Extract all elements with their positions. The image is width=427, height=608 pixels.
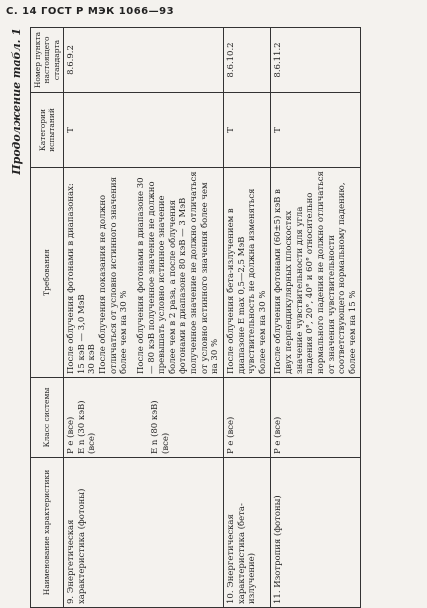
row-class: P e (все)	[271, 378, 361, 458]
class-line: E n (30 кэВ) (все)	[76, 400, 98, 454]
row-name: 11. Изотропия (фотоны)	[271, 458, 361, 608]
rotated-table-area	[10, 28, 415, 608]
row-category: Т	[223, 93, 271, 168]
table-row	[64, 28, 224, 608]
col-header-clause: Номер пункта настоящего стандарта	[31, 28, 64, 93]
row-clause: 8.6.10.2	[223, 28, 271, 93]
class-line: P e (все)	[66, 416, 77, 454]
row-category: Т	[64, 93, 224, 168]
row-class: P e (все)	[223, 378, 271, 458]
req-line: После облучения фотонами в диапазоне 30 — 80 кэВ полученное значение не должно превышать условно истинное значение более чем в 2 раза, а после облучения фотонами в диапазоне 80 кэВ — 3 МэВ полученное значение не должно отличаться от условно истинного значения более чем на 30 %	[135, 171, 221, 374]
row-class	[64, 378, 224, 458]
req-line: После облучения фотонами в диапазонах:	[66, 183, 77, 374]
req-line: После облучения показания не должно отличаться от условно истинного значения более чем на 30 %	[98, 176, 130, 374]
row-clause: 8.6.9.2	[64, 28, 224, 93]
col-header-name: Наименование характеристики	[31, 458, 64, 608]
table-row	[223, 28, 271, 608]
class-line: E n (80 кэВ) (все)	[150, 400, 171, 454]
table-caption: Продолжение табл. 1	[10, 28, 23, 175]
col-header-class: Класс системы	[31, 378, 64, 458]
row-category: Т	[271, 93, 361, 168]
row-requirements	[64, 168, 224, 378]
row-requirements: После облучения бета-излучением в диапазоне E max 0,5—2,5 МэВ чувствительность не должна изменяться более чем на 30 %	[223, 168, 271, 378]
table-row	[271, 28, 361, 608]
row-clause: 8.6.11.2	[271, 28, 361, 93]
row-requirements: После облучения фотонами (60±5) кэВ в двух перпендикулярных плоскостях значение чувствительности для угла падения 0°, 20°, 40° и 60° относительно нормального падения не должно отличаться от значения чувствительности соответствующего нормальному падению, более чем на 15 %	[271, 168, 361, 378]
req-line: 15 кэВ — 3,0 МэВ	[76, 294, 87, 374]
requirements-table	[30, 27, 361, 608]
col-header-requirements: Требования	[31, 168, 64, 378]
row-name: 10. Энергетическая характеристика (бета-излучение)	[223, 458, 271, 608]
col-header-category: Категории испытаний	[31, 93, 64, 168]
page-header: С. 14 ГОСТ Р МЭК 1066—93	[6, 6, 175, 17]
req-line: 30 кэВ	[87, 344, 98, 374]
table-header-row	[31, 28, 64, 608]
row-name: 9. Энергетическая характеристика (фотоны)	[64, 458, 224, 608]
